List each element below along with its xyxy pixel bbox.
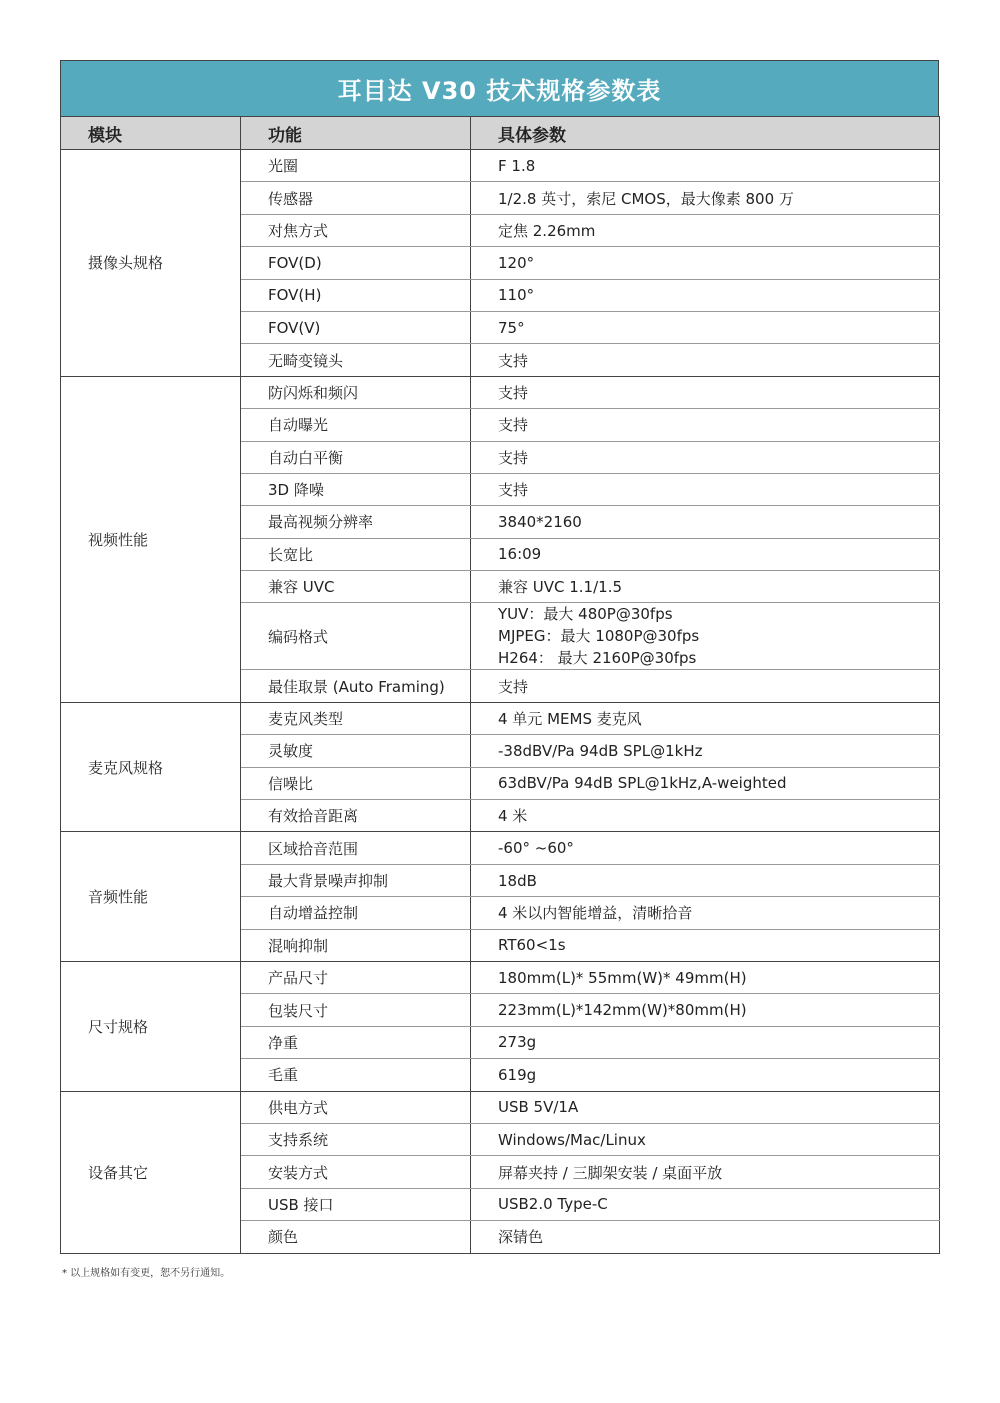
feature-cell: 麦克风类型 xyxy=(241,702,471,734)
module-cell: 视频性能 xyxy=(61,376,241,702)
value-line: YUV：最大 480P@30fps xyxy=(498,605,673,624)
value-cell: 18dB xyxy=(471,864,940,896)
spec-table xyxy=(60,116,940,1254)
value-cell: Windows/Mac/Linux xyxy=(471,1123,940,1155)
module-cell: 麦克风规格 xyxy=(61,702,241,832)
value-cell: 支持 xyxy=(471,670,940,702)
value-cell: 4 米以内智能增益，清晰拾音 xyxy=(471,897,940,929)
value-cell: 支持 xyxy=(471,376,940,408)
feature-cell: 支持系统 xyxy=(241,1123,471,1155)
feature-cell: FOV(H) xyxy=(241,279,471,311)
value-cell: -38dBV/Pa 94dB SPL@1kHz xyxy=(471,735,940,767)
value-cell: 223mm(L)*142mm(W)*80mm(H) xyxy=(471,994,940,1026)
feature-cell: 兼容 UVC xyxy=(241,571,471,603)
feature-cell: 颜色 xyxy=(241,1221,471,1253)
header-module: 模块 xyxy=(61,117,241,150)
table-row xyxy=(61,1091,940,1123)
value-cell: 619g xyxy=(471,1059,940,1091)
spec-sheet xyxy=(60,60,939,1254)
value-cell: 定焦 2.26mm xyxy=(471,214,940,246)
value-line: MJPEG：最大 1080P@30fps xyxy=(498,627,700,646)
feature-cell: 传感器 xyxy=(241,182,471,214)
table-row xyxy=(61,150,940,182)
feature-cell: 自动曝光 xyxy=(241,409,471,441)
feature-cell: 无畸变镜头 xyxy=(241,344,471,376)
value-cell: 75° xyxy=(471,311,940,343)
feature-cell: 光圈 xyxy=(241,150,471,182)
header-value: 具体参数 xyxy=(471,117,940,150)
feature-cell: FOV(D) xyxy=(241,247,471,279)
footnote: * 以上规格如有变更，恕不另行通知。 xyxy=(62,1268,231,1279)
value-cell: 63dBV/Pa 94dB SPL@1kHz,A-weighted xyxy=(471,767,940,799)
feature-cell: 最佳取景 (Auto Framing) xyxy=(241,670,471,702)
feature-cell: 编码格式 xyxy=(241,603,471,670)
feature-cell: 产品尺寸 xyxy=(241,961,471,993)
page-title: 耳目达 V30 技术规格参数表 xyxy=(60,60,939,116)
spec-table-body xyxy=(61,150,940,1254)
value-cell: RT60<1s xyxy=(471,929,940,961)
feature-cell: 3D 降噪 xyxy=(241,473,471,505)
value-cell: 16:09 xyxy=(471,538,940,570)
feature-cell: 最大背景噪声抑制 xyxy=(241,864,471,896)
feature-cell: 自动白平衡 xyxy=(241,441,471,473)
value-cell: 支持 xyxy=(471,441,940,473)
feature-cell: 信噪比 xyxy=(241,767,471,799)
feature-cell: 区域拾音范围 xyxy=(241,832,471,864)
module-cell: 设备其它 xyxy=(61,1091,241,1253)
value-cell: 深锖色 xyxy=(471,1221,940,1253)
value-cell xyxy=(471,603,940,670)
feature-cell: 有效拾音距离 xyxy=(241,800,471,832)
header-feature: 功能 xyxy=(241,117,471,150)
value-cell: 3840*2160 xyxy=(471,506,940,538)
feature-cell: 安装方式 xyxy=(241,1156,471,1188)
module-cell: 尺寸规格 xyxy=(61,961,241,1091)
value-cell: USB2.0 Type-C xyxy=(471,1188,940,1220)
table-row xyxy=(61,832,940,864)
table-row xyxy=(61,376,940,408)
value-cell: 支持 xyxy=(471,344,940,376)
value-cell: 4 米 xyxy=(471,800,940,832)
value-cell: 110° xyxy=(471,279,940,311)
feature-cell: 供电方式 xyxy=(241,1091,471,1123)
feature-cell: 净重 xyxy=(241,1026,471,1058)
feature-cell: 包装尺寸 xyxy=(241,994,471,1026)
value-cell: USB 5V/1A xyxy=(471,1091,940,1123)
table-row xyxy=(61,702,940,734)
value-cell: F 1.8 xyxy=(471,150,940,182)
value-cell: 兼容 UVC 1.1/1.5 xyxy=(471,571,940,603)
value-line: H264： 最大 2160P@30fps xyxy=(498,649,697,668)
value-cell: 1/2.8 英寸，索尼 CMOS，最大像素 800 万 xyxy=(471,182,940,214)
value-cell: 273g xyxy=(471,1026,940,1058)
feature-cell: FOV(V) xyxy=(241,311,471,343)
feature-cell: 防闪烁和频闪 xyxy=(241,376,471,408)
module-cell: 摄像头规格 xyxy=(61,150,241,377)
feature-cell: 毛重 xyxy=(241,1059,471,1091)
feature-cell: 灵敏度 xyxy=(241,735,471,767)
module-cell: 音频性能 xyxy=(61,832,241,962)
feature-cell: 长宽比 xyxy=(241,538,471,570)
feature-cell: 最高视频分辨率 xyxy=(241,506,471,538)
feature-cell: USB 接口 xyxy=(241,1188,471,1220)
value-cell: -60° ~60° xyxy=(471,832,940,864)
table-header-row xyxy=(61,117,940,150)
value-cell: 支持 xyxy=(471,473,940,505)
value-cell: 120° xyxy=(471,247,940,279)
value-cell: 180mm(L)* 55mm(W)* 49mm(H) xyxy=(471,961,940,993)
feature-cell: 混响抑制 xyxy=(241,929,471,961)
value-cell: 屏幕夹持 / 三脚架安装 / 桌面平放 xyxy=(471,1156,940,1188)
feature-cell: 对焦方式 xyxy=(241,214,471,246)
table-row xyxy=(61,961,940,993)
value-cell: 4 单元 MEMS 麦克风 xyxy=(471,702,940,734)
feature-cell: 自动增益控制 xyxy=(241,897,471,929)
value-cell: 支持 xyxy=(471,409,940,441)
